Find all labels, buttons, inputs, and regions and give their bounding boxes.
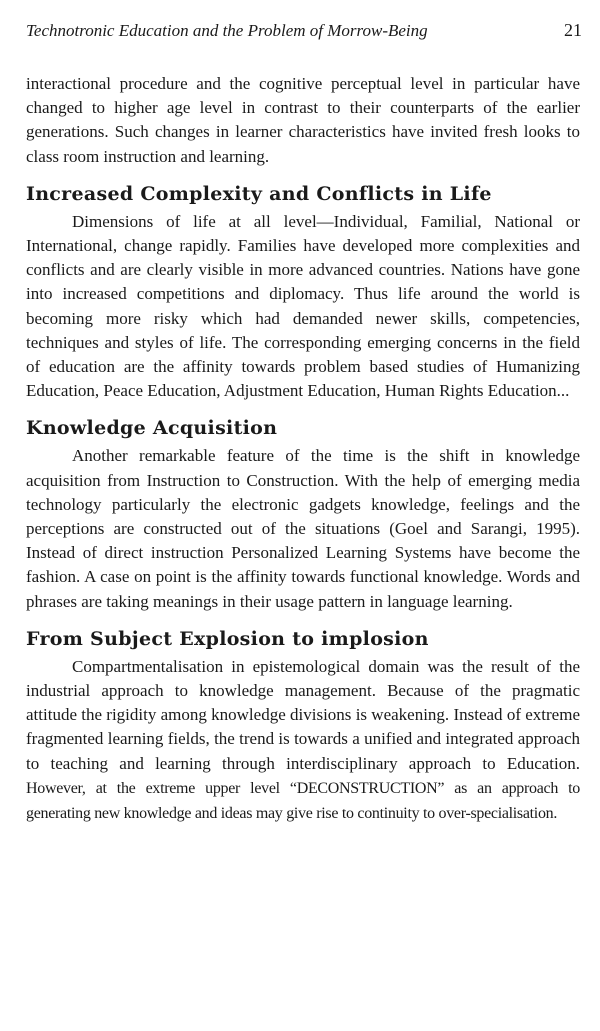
paragraph-tail-text: However, at the extreme upper level “DECONSTRUCTION” as an approach to generating new knowledge and ideas may give rise to continuity to over-specialisation. — [26, 779, 580, 823]
section-heading-subject-explosion: From Subject Explosion to implosion — [26, 627, 429, 650]
intro-paragraph: interactional procedure and the cognitive perceptual level in particular have changed to higher age level in contrast to their counterparts of the earlier generations. Such changes in learner characteristics have invited fresh looks to class room instruction and learning. — [26, 74, 580, 166]
section-paragraph-complexity: Dimensions of life at all level—Individual, Familial, National or International, change rapidly. Families have developed more complexities and conflicts and are clearly visible in more advanced countries. Nations have gone into increased competitions and diplomacy. Thus life around the world is becoming more risky which had demanded newer skills, competencies, techniques and styles of life. The corresponding emerging concerns in the field of education are the affinity towards problem based studies of Humanizing Education, Peace Education, Adjustment Education, Human Rights Education... — [26, 211, 580, 401]
running-title: Technotronic Education and the Problem of Morrow-Being — [26, 21, 428, 40]
running-header — [26, 20, 582, 41]
page-number: 21 — [564, 20, 582, 40]
section-paragraph-knowledge-acquisition: Another remarkable feature of the time is the shift in knowledge acquisition from Instruction to Construction. With the help of emerging media technology particularly the electronic gadgets knowledge, feelings and the perceptions are constructed out of the situations (Goel and Sarangi, 1995). Instead of direct instruction Personalized Learning Systems have become the fashion. A case on point is the affinity towards functional knowledge. Words and phrases are taking meanings in their usage pattern in language learning. — [26, 446, 580, 611]
paragraph-main-text: Compartmentalisation in epistemological domain was the result of the industrial approach to knowledge management. Because of the pragmatic attitude the rigidity among knowledge divisions is weakening. Instead of extreme fragmented learning fields, the trend is towards a unified and integrated approach to teaching and learning through interdisciplinary approach to Education. — [26, 656, 580, 773]
body-text — [26, 72, 580, 826]
section-heading-knowledge-acquisition: Knowledge Acquisition — [26, 417, 278, 440]
section-heading-complexity: Increased Complexity and Conflicts in Life — [26, 182, 492, 205]
section-paragraph-subject-explosion — [26, 655, 580, 826]
